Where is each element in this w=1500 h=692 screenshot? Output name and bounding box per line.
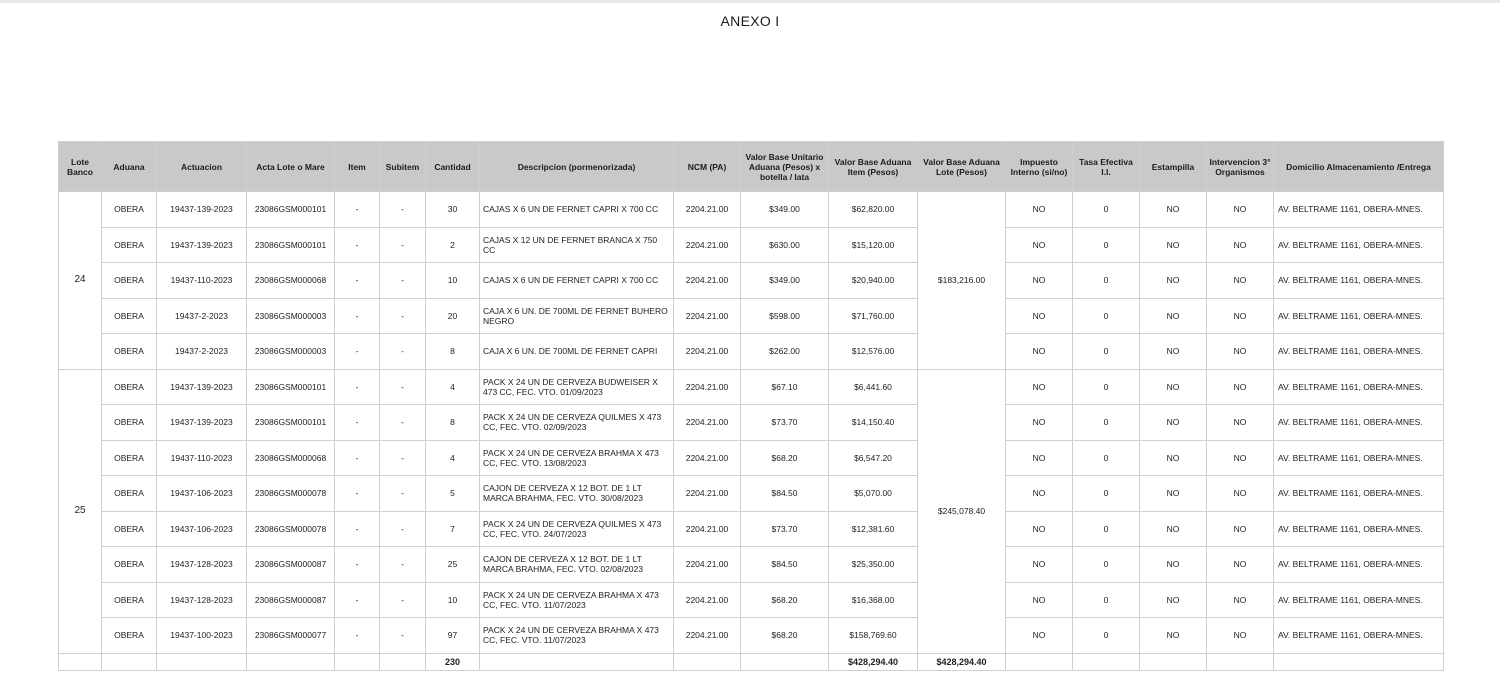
domicilio-cell: AV. BELTRAME 1161, OBERA-MNES. [1274,227,1444,263]
aduana-cell: OBERA [102,369,157,405]
impuesto-cell: NO [1006,547,1073,583]
ncm-cell: 2204.21.00 [674,263,741,299]
descripcion-cell: CAJAS X 6 UN DE FERNET CAPRI X 700 CC [480,192,674,228]
ncm-cell: 2204.21.00 [674,547,741,583]
tasa-cell: 0 [1073,618,1140,654]
domicilio-cell: AV. BELTRAME 1161, OBERA-MNES. [1274,511,1444,547]
actuacion-cell: 19437-110-2023 [157,440,247,476]
cantidad-cell: 2 [426,227,480,263]
item-cell: - [335,227,380,263]
ncm-cell: 2204.21.00 [674,405,741,441]
intervencion-cell: NO [1207,618,1274,654]
subitem-cell: - [380,298,426,334]
actuacion-cell: 19437-106-2023 [157,511,247,547]
valor-unitario-cell: $68.20 [741,618,829,654]
header-descripcion: Descripcion (pormenorizada) [480,142,674,192]
actuacion-cell: 19437-139-2023 [157,227,247,263]
intervencion-cell: NO [1207,227,1274,263]
table-row [59,440,1444,476]
estampilla-cell: NO [1140,476,1207,512]
impuesto-cell: NO [1006,298,1073,334]
header-valor-item: Valor Base Aduana Item (Pesos) [829,142,918,192]
domicilio-cell: AV. BELTRAME 1161, OBERA-MNES. [1274,582,1444,618]
ncm-cell: 2204.21.00 [674,369,741,405]
estampilla-cell: NO [1140,369,1207,405]
item-cell: - [335,618,380,654]
cantidad-cell: 97 [426,618,480,654]
acta-cell: 23086GSM000003 [247,334,335,370]
item-cell: - [335,440,380,476]
item-cell: - [335,405,380,441]
header-actuacion: Actuacion [157,142,247,192]
aduana-cell: OBERA [102,263,157,299]
table-body [59,192,1444,671]
cantidad-cell: 25 [426,547,480,583]
ncm-cell: 2204.21.00 [674,334,741,370]
subitem-cell: - [380,440,426,476]
aduana-cell: OBERA [102,298,157,334]
table-row [59,511,1444,547]
ncm-cell: 2204.21.00 [674,476,741,512]
total-empty-cell [1207,653,1274,670]
header-subitem: Subitem [380,142,426,192]
valor-item-cell: $16,368.00 [829,582,918,618]
descripcion-cell: PACK X 24 UN DE CERVEZA QUILMES X 473 CC, FEC. VTO. 02/09/2023 [480,405,674,441]
cantidad-cell: 10 [426,582,480,618]
subitem-cell: - [380,582,426,618]
domicilio-cell: AV. BELTRAME 1161, OBERA-MNES. [1274,405,1444,441]
descripcion-cell: PACK X 24 UN DE CERVEZA BRAHMA X 473 CC, FEC. VTO. 13/08/2023 [480,440,674,476]
item-cell: - [335,263,380,299]
aduana-cell: OBERA [102,547,157,583]
table-row [59,192,1444,228]
actuacion-cell: 19437-139-2023 [157,405,247,441]
aduana-cell: OBERA [102,227,157,263]
valor-item-cell: $12,381.60 [829,511,918,547]
total-valor-lote: $428,294.40 [918,653,1006,670]
acta-cell: 23086GSM000101 [247,227,335,263]
total-empty-cell [1274,653,1444,670]
total-valor-item: $428,294.40 [829,653,918,670]
actuacion-cell: 19437-110-2023 [157,263,247,299]
total-empty-cell [1006,653,1073,670]
domicilio-cell: AV. BELTRAME 1161, OBERA-MNES. [1274,192,1444,228]
header-valor-lote: Valor Base Aduana Lote (Pesos) [918,142,1006,192]
header-valor-unitario: Valor Base Unitario Aduana (Pesos) x botella / lata [741,142,829,192]
domicilio-cell: AV. BELTRAME 1161, OBERA-MNES. [1274,547,1444,583]
valor-unitario-cell: $67.10 [741,369,829,405]
estampilla-cell: NO [1140,511,1207,547]
aduana-cell: OBERA [102,582,157,618]
header-item: Item [335,142,380,192]
impuesto-cell: NO [1006,582,1073,618]
descripcion-cell: PACK X 24 UN DE CERVEZA BUDWEISER X 473 CC, FEC. VTO. 01/09/2023 [480,369,674,405]
impuesto-cell: NO [1006,263,1073,299]
tasa-cell: 0 [1073,511,1140,547]
acta-cell: 23086GSM000101 [247,405,335,441]
header-lote-banco: Lote Banco [59,142,102,192]
descripcion-cell: PACK X 24 UN DE CERVEZA QUILMES X 473 CC, FEC. VTO. 24/07/2023 [480,511,674,547]
valor-item-cell: $15,120.00 [829,227,918,263]
impuesto-cell: NO [1006,440,1073,476]
aduana-cell: OBERA [102,405,157,441]
header-estampilla: Estampilla [1140,142,1207,192]
document-title: ANEXO I [720,13,780,29]
estampilla-cell: NO [1140,263,1207,299]
tasa-cell: 0 [1073,440,1140,476]
tasa-cell: 0 [1073,227,1140,263]
total-empty-cell [1073,653,1140,670]
header-acta: Acta Lote o Mare [247,142,335,192]
actuacion-cell: 19437-2-2023 [157,298,247,334]
intervencion-cell: NO [1207,298,1274,334]
intervencion-cell: NO [1207,334,1274,370]
ncm-cell: 2204.21.00 [674,582,741,618]
cantidad-cell: 4 [426,440,480,476]
ncm-cell: 2204.21.00 [674,192,741,228]
acta-cell: 23086GSM000101 [247,369,335,405]
intervencion-cell: NO [1207,405,1274,441]
table-row [59,582,1444,618]
total-empty-cell [480,653,674,670]
cantidad-cell: 10 [426,263,480,299]
cantidad-cell: 20 [426,298,480,334]
aduana-cell: OBERA [102,192,157,228]
valor-unitario-cell: $68.20 [741,582,829,618]
impuesto-cell: NO [1006,334,1073,370]
valor-unitario-cell: $73.70 [741,511,829,547]
intervencion-cell: NO [1207,547,1274,583]
table-row [59,405,1444,441]
intervencion-cell: NO [1207,582,1274,618]
lote-banco-cell: 25 [59,369,102,653]
impuesto-cell: NO [1006,476,1073,512]
tasa-cell: 0 [1073,263,1140,299]
intervencion-cell: NO [1207,440,1274,476]
intervencion-cell: NO [1207,369,1274,405]
total-empty-cell [335,653,380,670]
subitem-cell: - [380,405,426,441]
item-cell: - [335,369,380,405]
descripcion-cell: CAJA X 6 UN. DE 700ML DE FERNET BUHERO NEGRO [480,298,674,334]
header-cantidad: Cantidad [426,142,480,192]
descripcion-cell: CAJAS X 12 UN DE FERNET BRANCA X 750 CC [480,227,674,263]
ncm-cell: 2204.21.00 [674,511,741,547]
table-row [59,369,1444,405]
impuesto-cell: NO [1006,227,1073,263]
table-row [59,547,1444,583]
valor-unitario-cell: $630.00 [741,227,829,263]
impuesto-cell: NO [1006,511,1073,547]
cantidad-cell: 8 [426,405,480,441]
table-row [59,476,1444,512]
aduana-cell: OBERA [102,334,157,370]
estampilla-cell: NO [1140,298,1207,334]
valor-item-cell: $14,150.40 [829,405,918,441]
tasa-cell: 0 [1073,405,1140,441]
item-cell: - [335,334,380,370]
domicilio-cell: AV. BELTRAME 1161, OBERA-MNES. [1274,369,1444,405]
acta-cell: 23086GSM000068 [247,263,335,299]
estampilla-cell: NO [1140,440,1207,476]
total-empty-cell [1140,653,1207,670]
tasa-cell: 0 [1073,547,1140,583]
aduana-cell: OBERA [102,511,157,547]
cantidad-cell: 7 [426,511,480,547]
domicilio-cell: AV. BELTRAME 1161, OBERA-MNES. [1274,440,1444,476]
descripcion-cell: PACK X 24 UN DE CERVEZA BRAHMA X 473 CC, FEC. VTO. 11/07/2023 [480,582,674,618]
actuacion-cell: 19437-128-2023 [157,582,247,618]
valor-item-cell: $158,769.60 [829,618,918,654]
ncm-cell: 2204.21.00 [674,227,741,263]
descripcion-cell: CAJAS X 6 UN DE FERNET CAPRI X 700 CC [480,263,674,299]
table-row [59,298,1444,334]
estampilla-cell: NO [1140,227,1207,263]
valor-item-cell: $62,820.00 [829,192,918,228]
domicilio-cell: AV. BELTRAME 1161, OBERA-MNES. [1274,263,1444,299]
valor-item-cell: $71,760.00 [829,298,918,334]
aduana-cell: OBERA [102,476,157,512]
actuacion-cell: 19437-106-2023 [157,476,247,512]
domicilio-cell: AV. BELTRAME 1161, OBERA-MNES. [1274,618,1444,654]
valor-item-cell: $25,350.00 [829,547,918,583]
valor-unitario-cell: $73.70 [741,405,829,441]
header-impuesto-interno: Impuesto Interno (si/no) [1006,142,1073,192]
subitem-cell: - [380,227,426,263]
valor-unitario-cell: $598.00 [741,298,829,334]
actuacion-cell: 19437-139-2023 [157,369,247,405]
table-row [59,618,1444,654]
impuesto-cell: NO [1006,405,1073,441]
valor-unitario-cell: $349.00 [741,192,829,228]
header-tasa-efectiva: Tasa Efectiva I.I. [1073,142,1140,192]
total-empty-cell [157,653,247,670]
impuesto-cell: NO [1006,192,1073,228]
impuesto-cell: NO [1006,369,1073,405]
tasa-cell: 0 [1073,582,1140,618]
valor-unitario-cell: $84.50 [741,476,829,512]
estampilla-cell: NO [1140,618,1207,654]
item-cell: - [335,476,380,512]
descripcion-cell: CAJA X 6 UN. DE 700ML DE FERNET CAPRI [480,334,674,370]
estampilla-cell: NO [1140,192,1207,228]
domicilio-cell: AV. BELTRAME 1161, OBERA-MNES. [1274,334,1444,370]
estampilla-cell: NO [1140,547,1207,583]
table-row [59,227,1444,263]
header-ncm: NCM (PA) [674,142,741,192]
estampilla-cell: NO [1140,405,1207,441]
descripcion-cell: CAJON DE CERVEZA X 12 BOT. DE 1 LT MARCA BRAHMA, FEC. VTO. 02/08/2023 [480,547,674,583]
intervencion-cell: NO [1207,192,1274,228]
cantidad-cell: 5 [426,476,480,512]
acta-cell: 23086GSM000003 [247,298,335,334]
acta-cell: 23086GSM000068 [247,440,335,476]
valor-unitario-cell: $349.00 [741,263,829,299]
acta-cell: 23086GSM000101 [247,192,335,228]
item-cell: - [335,192,380,228]
cantidad-cell: 30 [426,192,480,228]
tasa-cell: 0 [1073,298,1140,334]
item-cell: - [335,582,380,618]
impuesto-cell: NO [1006,618,1073,654]
valor-item-cell: $12,576.00 [829,334,918,370]
item-cell: - [335,511,380,547]
estampilla-cell: NO [1140,334,1207,370]
valor-item-cell: $6,441.60 [829,369,918,405]
item-cell: - [335,547,380,583]
valor-lote-cell: $245,078.40 [918,369,1006,653]
subitem-cell: - [380,511,426,547]
subitem-cell: - [380,476,426,512]
descripcion-cell: PACK X 24 UN DE CERVEZA BRAHMA X 473 CC, FEC. VTO. 11/07/2023 [480,618,674,654]
cantidad-cell: 8 [426,334,480,370]
actuacion-cell: 19437-128-2023 [157,547,247,583]
valor-item-cell: $5,070.00 [829,476,918,512]
item-cell: - [335,298,380,334]
intervencion-cell: NO [1207,511,1274,547]
valor-unitario-cell: $84.50 [741,547,829,583]
domicilio-cell: AV. BELTRAME 1161, OBERA-MNES. [1274,298,1444,334]
total-empty-cell [59,653,102,670]
ncm-cell: 2204.21.00 [674,298,741,334]
ncm-cell: 2204.21.00 [674,440,741,476]
actuacion-cell: 19437-100-2023 [157,618,247,654]
subitem-cell: - [380,263,426,299]
valor-unitario-cell: $262.00 [741,334,829,370]
header-domicilio: Domicilio Almacenamiento /Entrega [1274,142,1444,192]
total-empty-cell [674,653,741,670]
total-cantidad: 230 [426,653,480,670]
acta-cell: 23086GSM000078 [247,511,335,547]
page-top-edge [0,0,1500,3]
ncm-cell: 2204.21.00 [674,618,741,654]
aduana-cell: OBERA [102,618,157,654]
valor-item-cell: $20,940.00 [829,263,918,299]
actuacion-cell: 19437-2-2023 [157,334,247,370]
table-row [59,263,1444,299]
acta-cell: 23086GSM000087 [247,547,335,583]
acta-cell: 23086GSM000077 [247,618,335,654]
intervencion-cell: NO [1207,263,1274,299]
table-row [59,334,1444,370]
valor-unitario-cell: $68.20 [741,440,829,476]
subitem-cell: - [380,369,426,405]
tasa-cell: 0 [1073,369,1140,405]
estampilla-cell: NO [1140,582,1207,618]
subitem-cell: - [380,547,426,583]
totals-row [59,653,1444,670]
total-empty-cell [741,653,829,670]
descripcion-cell: CAJON DE CERVEZA X 12 BOT. DE 1 LT MARCA BRAHMA, FEC. VTO. 30/08/2023 [480,476,674,512]
domicilio-cell: AV. BELTRAME 1161, OBERA-MNES. [1274,476,1444,512]
cantidad-cell: 4 [426,369,480,405]
subitem-cell: - [380,618,426,654]
valor-item-cell: $6,547.20 [829,440,918,476]
subitem-cell: - [380,334,426,370]
tasa-cell: 0 [1073,192,1140,228]
acta-cell: 23086GSM000078 [247,476,335,512]
acta-cell: 23086GSM000087 [247,582,335,618]
total-empty-cell [102,653,157,670]
total-empty-cell [247,653,335,670]
header-aduana: Aduana [102,142,157,192]
header-row [59,142,1444,192]
lote-banco-cell: 24 [59,192,102,370]
tasa-cell: 0 [1073,334,1140,370]
aduana-cell: OBERA [102,440,157,476]
tasa-cell: 0 [1073,476,1140,512]
annex-table [58,141,1444,671]
total-empty-cell [380,653,426,670]
subitem-cell: - [380,192,426,228]
intervencion-cell: NO [1207,476,1274,512]
actuacion-cell: 19437-139-2023 [157,192,247,228]
header-intervencion: Intervencion 3° Organismos [1207,142,1274,192]
valor-lote-cell: $183,216.00 [918,192,1006,370]
